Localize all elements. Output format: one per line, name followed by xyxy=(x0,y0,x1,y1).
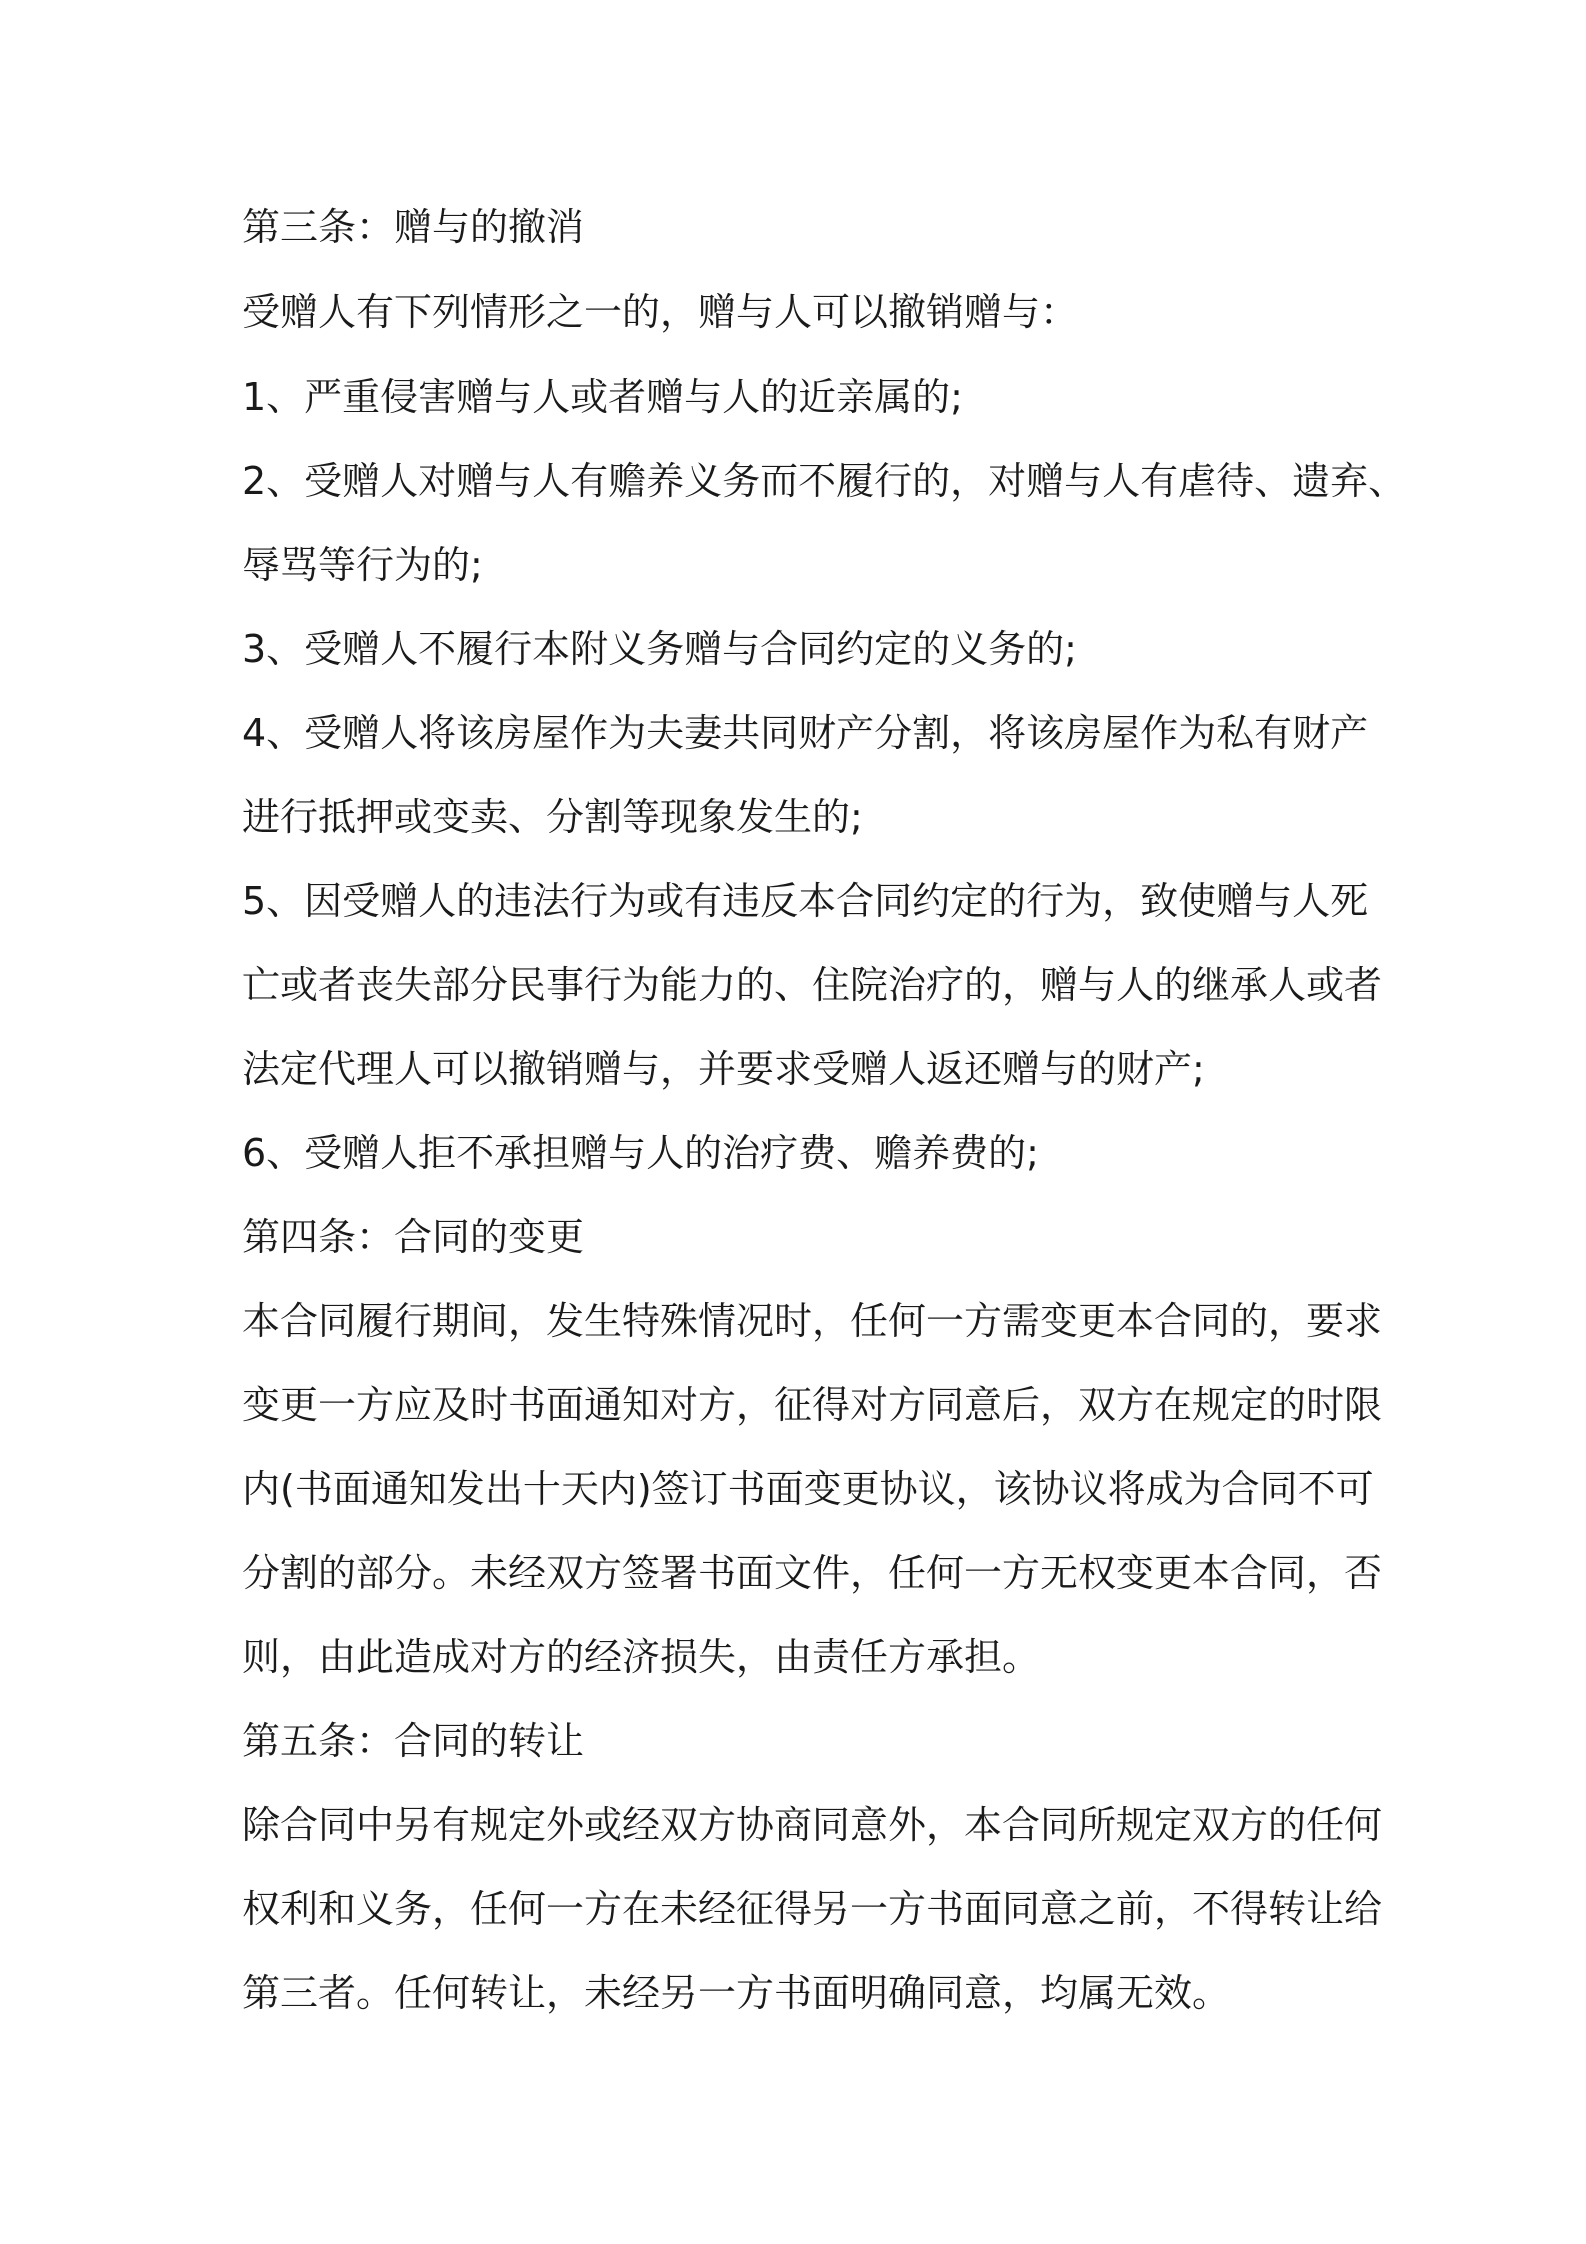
list-item-4: 4、受赠人将该房屋作为夫妻共同财产分割，将该房屋作为私有财产 xyxy=(242,711,1369,755)
list-item-2-continued: 辱骂等行为的; xyxy=(242,543,483,587)
paragraph-line: 分割的部分。未经双方签署书面文件，任何一方无权变更本合同，否 xyxy=(242,1551,1383,1595)
article-5-heading: 第五条：合同的转让 xyxy=(242,1719,585,1763)
paragraph-line: 变更一方应及时书面通知对方，征得对方同意后，双方在规定的时限 xyxy=(242,1383,1383,1427)
list-item-6: 6、受赠人拒不承担赠与人的治疗费、赡养费的; xyxy=(242,1131,1039,1175)
paragraph-line: 除合同中另有规定外或经双方协商同意外，本合同所规定双方的任何 xyxy=(242,1803,1383,1847)
paragraph-line: 权利和义务，任何一方在未经征得另一方书面同意之前，不得转让给 xyxy=(242,1887,1383,1931)
list-item-5-continued: 法定代理人可以撤销赠与，并要求受赠人返还赠与的财产; xyxy=(242,1047,1205,1091)
list-item-3: 3、受赠人不履行本附义务赠与合同约定的义务的; xyxy=(242,627,1077,671)
paragraph-line: 第三者。任何转让，未经另一方书面明确同意，均属无效。 xyxy=(242,1971,1231,2015)
paragraph-line: 内(书面通知发出十天内)签订书面变更协议，该协议将成为合同不可 xyxy=(242,1467,1374,1511)
list-item-2: 2、受赠人对赠与人有赡养义务而不履行的，对赠与人有虐待、遗弃、 xyxy=(242,459,1407,503)
paragraph-line: 则，由此造成对方的经济损失，由责任方承担。 xyxy=(242,1635,1041,1679)
list-item-5-continued: 亡或者丧失部分民事行为能力的、住院治疗的，赠与人的继承人或者 xyxy=(242,963,1383,1007)
list-item-5: 5、因受赠人的违法行为或有违反本合同约定的行为，致使赠与人死 xyxy=(242,879,1369,923)
paragraph-line: 本合同履行期间，发生特殊情况时，任何一方需变更本合同的，要求 xyxy=(242,1299,1383,1343)
article-4-heading: 第四条：合同的变更 xyxy=(242,1215,585,1259)
list-item-4-continued: 进行抵押或变卖、分割等现象发生的; xyxy=(242,795,863,839)
article-3-heading: 第三条：赠与的撤消 xyxy=(242,205,585,249)
paragraph-line: 受赠人有下列情形之一的，赠与人可以撤销赠与： xyxy=(242,290,1079,334)
list-item-1: 1、严重侵害赠与人或者赠与人的近亲属的; xyxy=(242,375,963,419)
